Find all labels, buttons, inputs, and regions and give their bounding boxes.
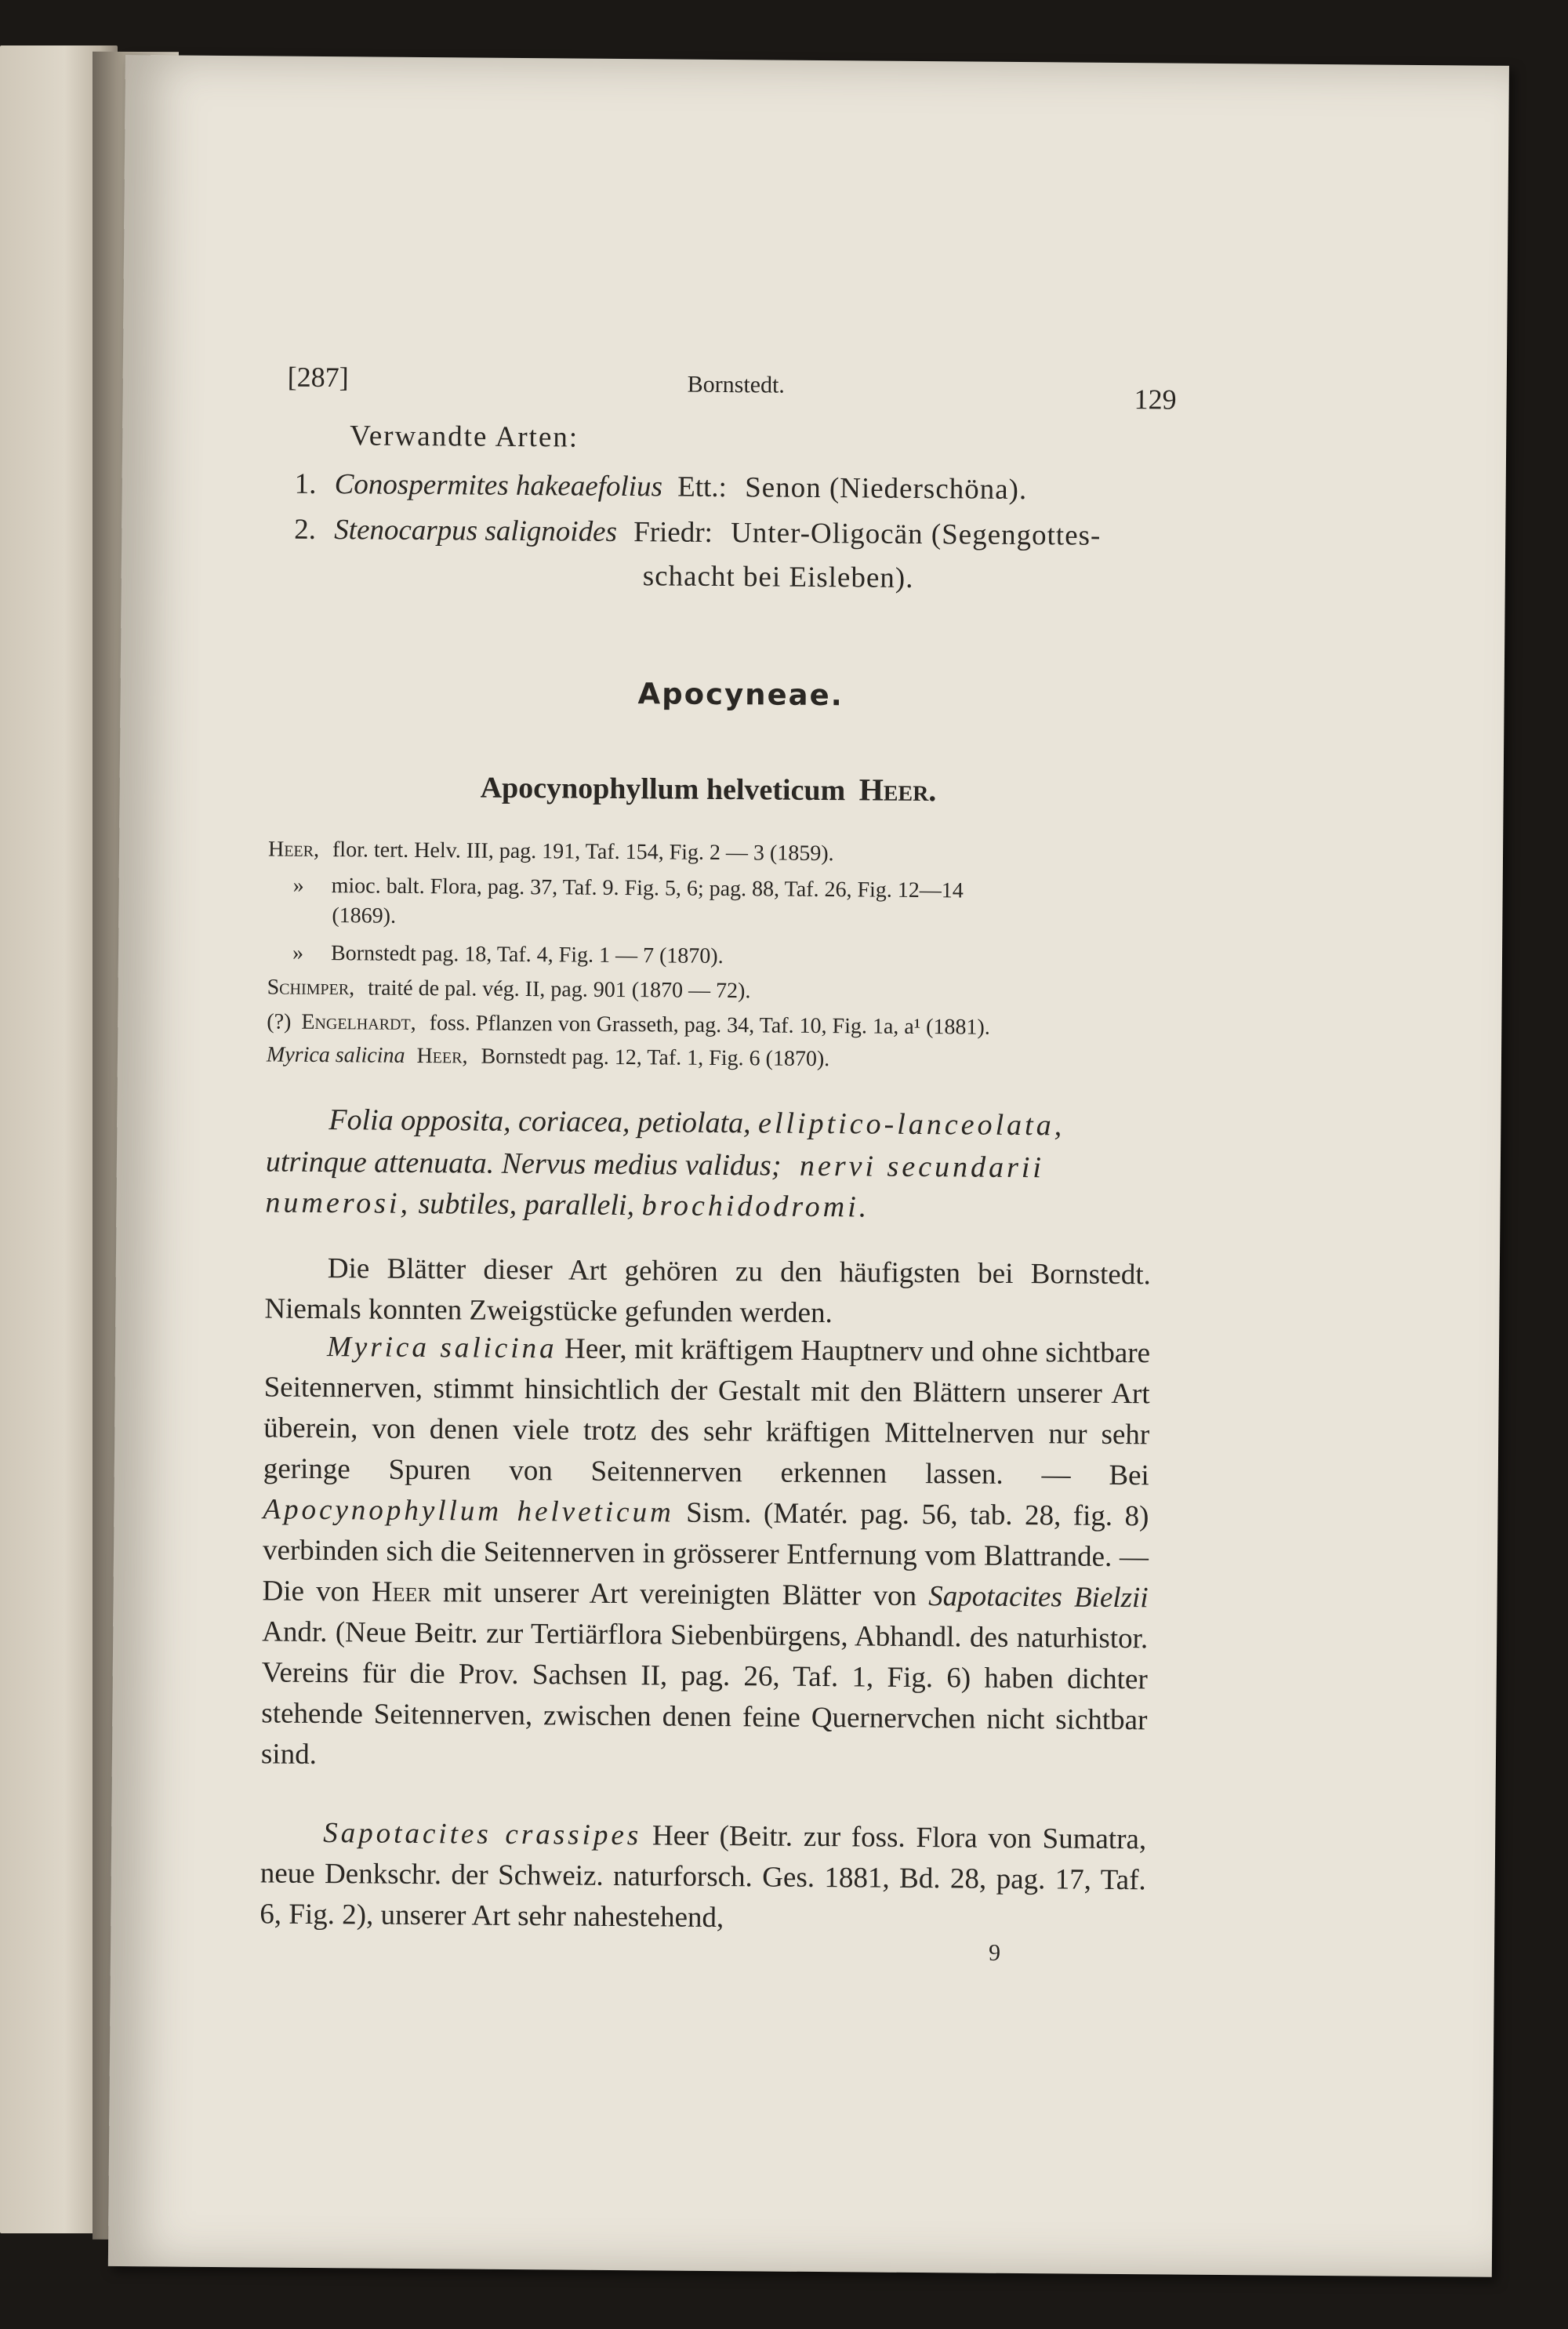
- reference-author: Schimper,: [267, 975, 355, 1001]
- related-taxon: Stenocarpus salignoides: [334, 514, 618, 548]
- species-name: Apocynophyllum helveticum: [480, 771, 846, 808]
- related-info: Unter-Oligocän (Segengottes-: [731, 517, 1102, 552]
- diagnosis-line-2: utrinque attenuata. Nervus medius validus; nervi secundarii: [265, 1145, 1045, 1185]
- reference-text: traité de pal. vég. II, pag. 901 (1870 — 72).: [368, 976, 751, 1004]
- related-author: Ett.:: [677, 471, 728, 504]
- reference-line: [292, 941, 724, 969]
- body-paragraph: Sapotacites crassipes Heer (Beitr. zur foss. Flora von Sumatra, neue Denkschr. der Schweiz. naturforsch. Ges. 1881, Bd. 28, pag. 17, Taf. 6, Fig. 2), unserer Art sehr nahestehend,: [260, 1817, 1147, 1935]
- signature-mark: 9: [988, 1939, 1001, 1966]
- reference-author: Engelhardt,: [301, 1009, 416, 1035]
- reference-line: [268, 837, 834, 867]
- related-taxon: Conospermites hakeaefolius: [334, 468, 663, 503]
- header-center: Bornstedt.: [687, 371, 786, 398]
- author-name: Heer: [371, 1575, 431, 1609]
- reference-text: Bornstedt pag. 18, Taf. 4, Fig. 1 — 7 (1870).: [330, 941, 724, 969]
- related-item-2: [294, 510, 1101, 557]
- reference-text: mioc. balt. Flora, pag. 37, Taf. 9. Fig. 5, 6; pag. 88, Taf. 26, Fig. 12—14: [331, 874, 964, 903]
- body-paragraph: Die Blätter dieser Art gehören zu den häufigsten bei Bornstedt. Niemals konnten Zweigstücke gefunden werden.: [264, 1252, 1151, 1330]
- reference-line: [267, 1042, 829, 1072]
- reference-author: Heer,: [416, 1043, 468, 1069]
- related-num: 2.: [294, 513, 317, 546]
- reference-text-cont: (1869).: [332, 903, 397, 928]
- reference-author: Heer,: [267, 837, 320, 862]
- related-num: 1.: [294, 467, 317, 500]
- reference-text: Bornstedt pag. 12, Taf. 1, Fig. 6 (1870).: [481, 1044, 830, 1072]
- related-item-1: [295, 464, 1028, 510]
- taxon-name: Sapotacites crassipes: [323, 1817, 642, 1852]
- related-info: Senon (Niederschöna).: [744, 471, 1028, 507]
- related-author: Friedr:: [633, 516, 713, 549]
- reference-line: [267, 975, 751, 1004]
- reference-ditto: »: [292, 873, 304, 898]
- reference-text: flor. tert. Helv. III, pag. 191, Taf. 154, Fig. 2 — 3 (1859).: [332, 837, 834, 867]
- reference-text: foss. Pflanzen von Grasseth, pag. 34, Taf. 10, Fig. 1a, a¹ (1881).: [429, 1011, 990, 1040]
- body-paragraph: Myrica salicina Heer, mit kräftigem Hauptnerv und ohne sichtbare Seitennerven, stimmt hinsichtlich der Gestalt mit den Blättern unserer Art überein, von denen viele trotz des sehr kräftigen Mittelnerven nur sehr geringe Spuren von Seitennerven erkennen lassen. — Bei Apocynophyllum helveticum Sism. (Matér. pag. 56, tab. 28, fig. 8) verbinden sich die Seitennerven in grösserer Entfernung vom Blattrande. — Die von Heer mit unserer Art vereinigten Blätter von Sapotacites Bielzii Andr. (Neue Beitr. zur Tertiärflora Siebenbürgens, Abhandl. des naturhistor. Vereins für die Prov. Sachsen II, pag. 26, Taf. 1, Fig. 6) haben dichter stehende Seitennerven, zwischen denen feine Quernervchen nicht sichtbar sind.: [260, 1331, 1151, 1771]
- reference-prefix: (?): [267, 1009, 292, 1034]
- taxon-name: Apocynophyllum helveticum: [263, 1493, 674, 1529]
- reference-line: [293, 874, 964, 904]
- page-number: 129: [1134, 383, 1177, 416]
- taxon-name: Sapotacites Bielzii: [928, 1580, 1149, 1615]
- species-heading: [481, 768, 937, 809]
- diagnosis-line-1: Folia opposita, coriacea, petiolata, elliptico-lanceolata,: [328, 1103, 1065, 1143]
- section-title: Apocyneae.: [637, 677, 844, 713]
- reference-line: [267, 1009, 990, 1040]
- reference-taxon: Myrica salicina: [266, 1042, 405, 1068]
- taxon-name: Myrica salicina: [326, 1331, 557, 1365]
- book-page: [108, 55, 1509, 2277]
- diagnosis-line-3: numerosi, subtiles, paralleli, brochidodromi.: [265, 1186, 870, 1224]
- related-info-cont: schacht bei Eisleben).: [642, 560, 914, 594]
- reference-ditto: »: [292, 940, 304, 965]
- species-author: Heer.: [858, 772, 937, 808]
- header-left: [287]: [287, 361, 349, 394]
- related-title: Verwandte Arten:: [350, 420, 579, 454]
